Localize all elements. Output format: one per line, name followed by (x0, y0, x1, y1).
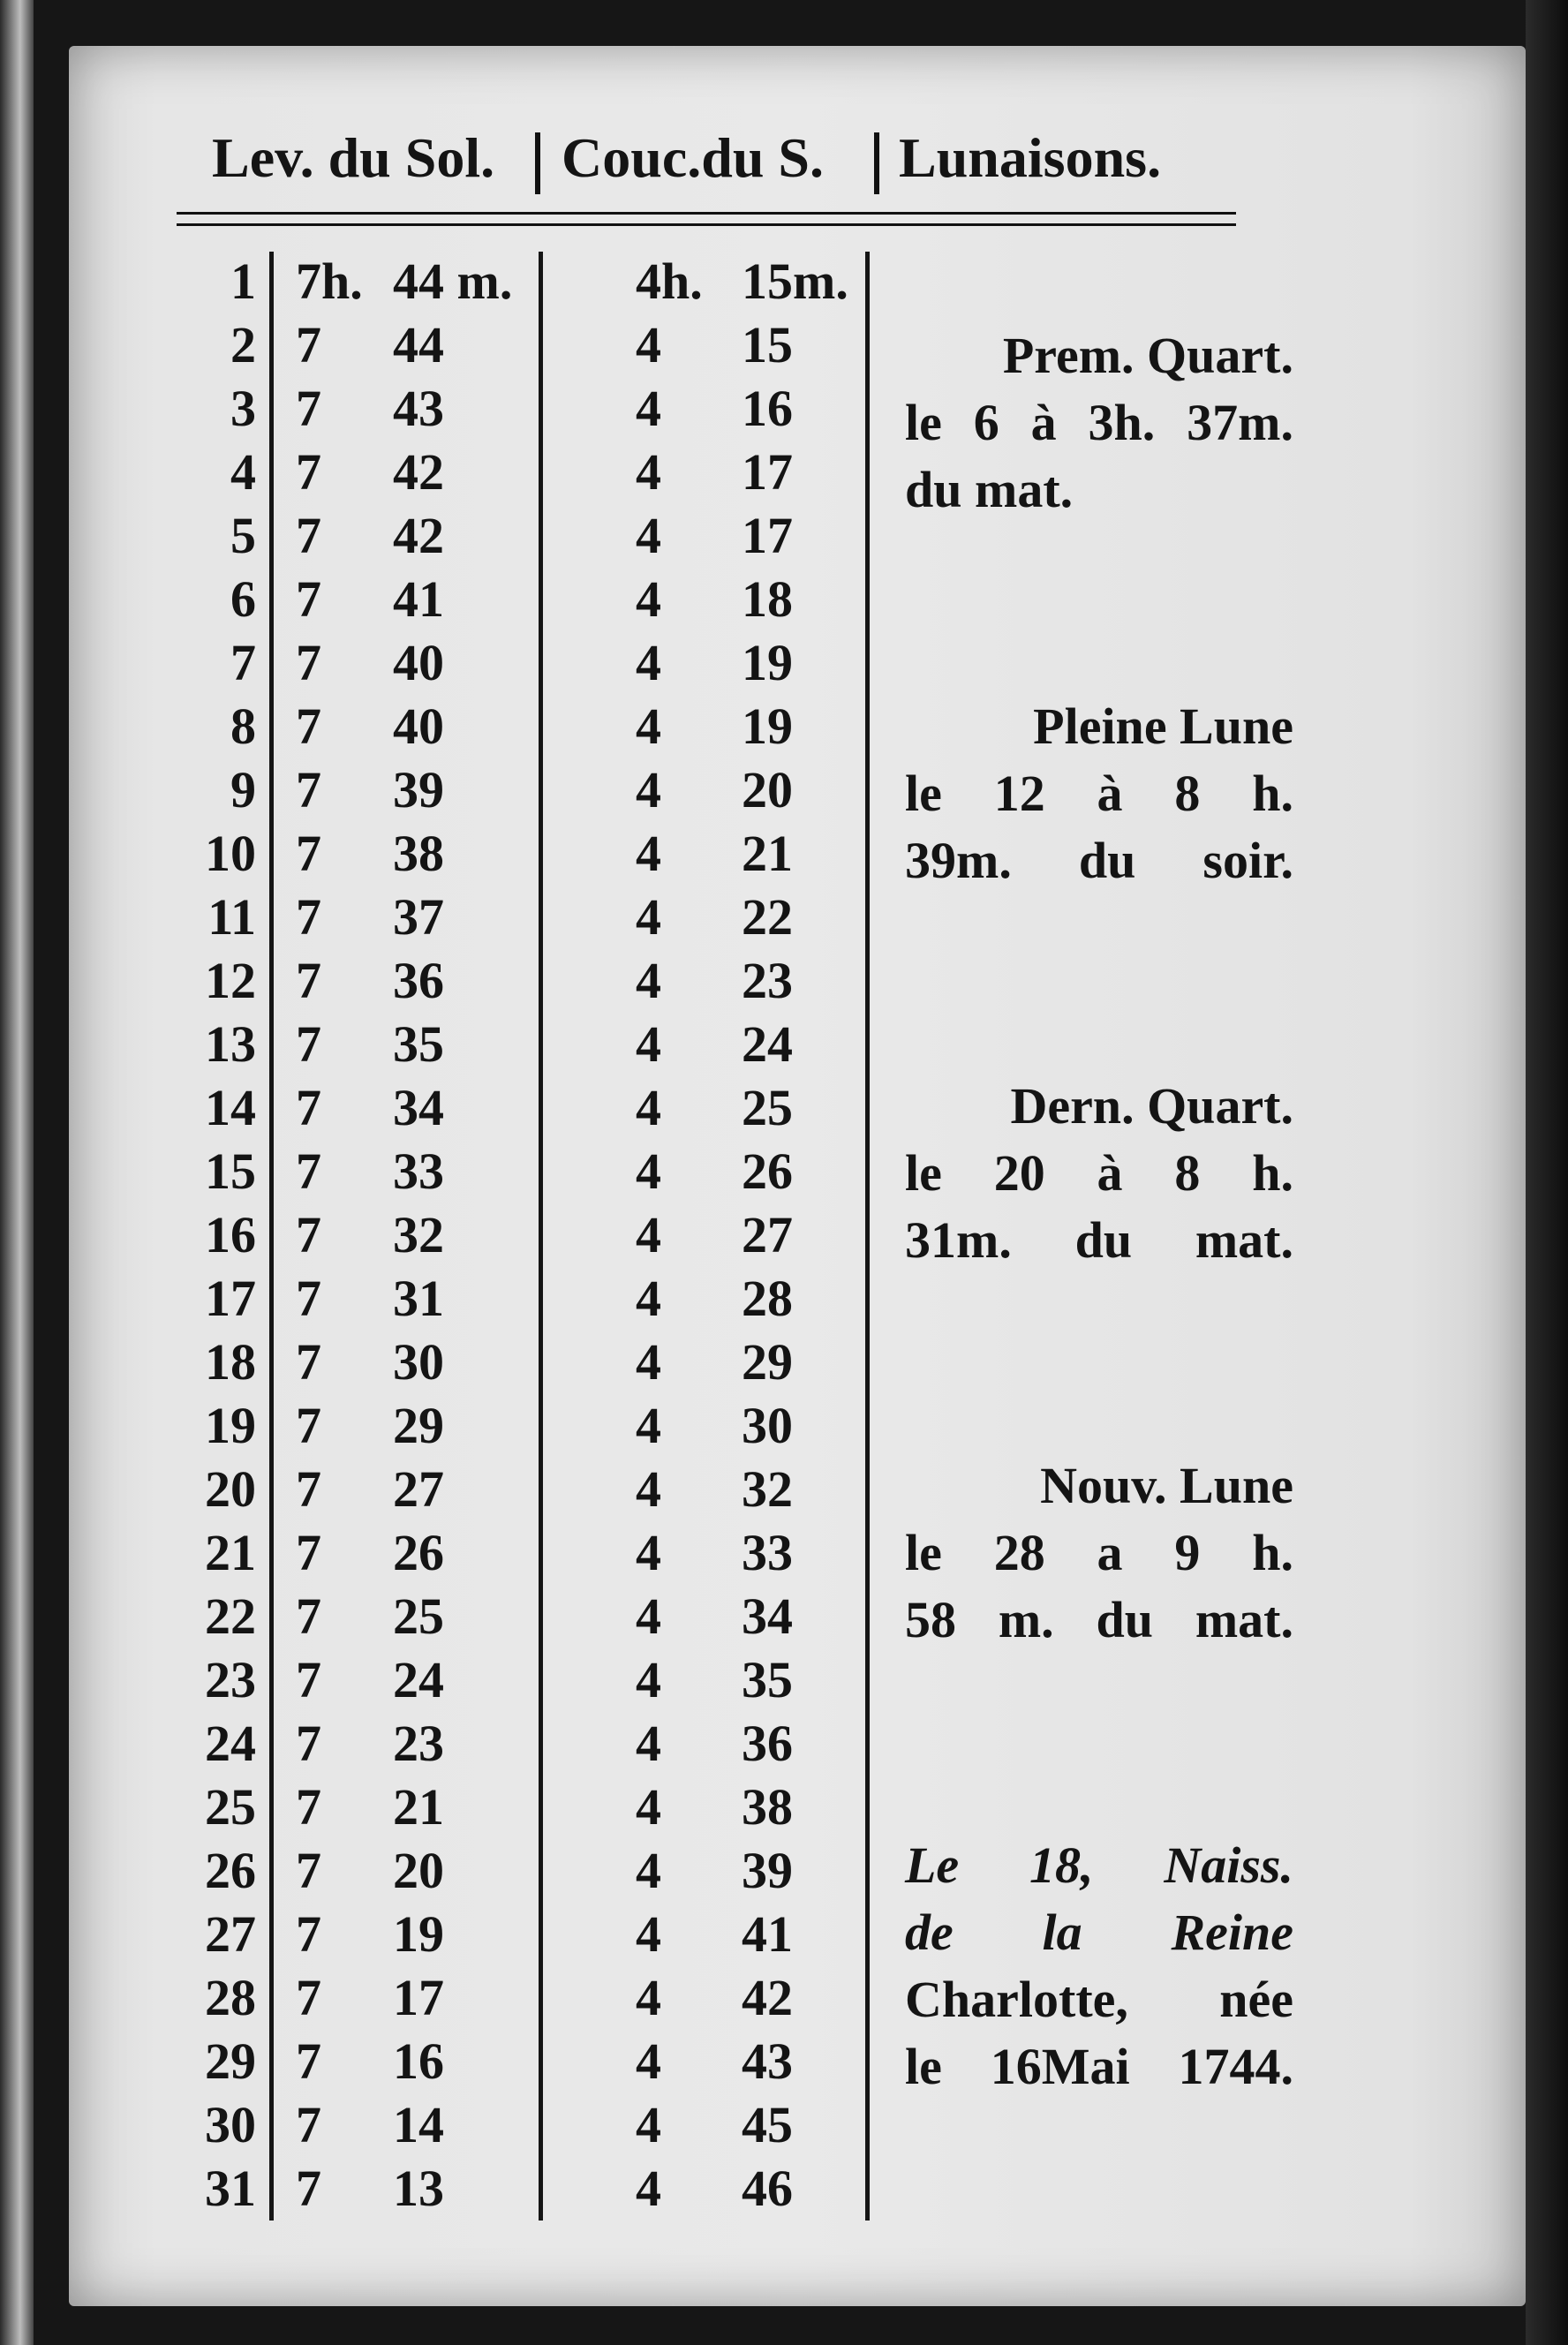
header-separator (874, 132, 879, 194)
sunset-minute: 17 (742, 443, 793, 501)
sunrise-minute: 23 (393, 1715, 444, 1772)
sunset-minute: 28 (742, 1270, 793, 1327)
first-quarter-title: Prem. Quart. (1002, 327, 1293, 384)
sunset-minute: 41 (742, 1905, 793, 1963)
sunset-minute: 20 (742, 761, 793, 818)
sunset-minute: 27 (742, 1206, 793, 1263)
table-row (177, 1396, 883, 1459)
sunset-hour: 4 (636, 1079, 661, 1136)
sunrise-hour: 7 (296, 2160, 321, 2217)
sunrise-minute: 40 (393, 634, 444, 691)
table-row (177, 1841, 883, 1904)
sunrise-minute: 31 (393, 1270, 444, 1327)
sunset-minute: 15m. (742, 253, 848, 310)
day-number: 21 (205, 1524, 256, 1581)
sunrise-minute: 14 (393, 2096, 444, 2153)
sunset-minute: 26 (742, 1142, 793, 1200)
day-number: 10 (205, 825, 256, 882)
sunset-minute: 33 (742, 1524, 793, 1581)
sunrise-minute: 38 (393, 825, 444, 882)
sunrise-minute: 13 (393, 2160, 444, 2217)
table-row (177, 1014, 883, 1078)
sunset-minute: 18 (742, 570, 793, 628)
table-row (177, 2032, 883, 2095)
day-number: 6 (230, 570, 256, 628)
new-moon-date: le 28 a 9 h. (905, 1524, 1293, 1581)
sunrise-hour: 7 (296, 1651, 321, 1708)
sunset-hour: 4 (636, 2032, 661, 2090)
table-row (177, 442, 883, 506)
sunrise-minute: 43 (393, 380, 444, 437)
sunrise-minute: 27 (393, 1460, 444, 1518)
header-separator (535, 132, 540, 194)
sunrise-hour: 7 (296, 316, 321, 373)
sunrise-hour: 7 (296, 1969, 321, 2026)
sunrise-minute: 21 (393, 1778, 444, 1836)
full-moon-date: le 12 à 8 h. (905, 765, 1293, 822)
table-row (177, 252, 883, 315)
sunrise-minute: 16 (393, 2032, 444, 2090)
day-number: 27 (205, 1905, 256, 1963)
sunrise-hour: 7 (296, 952, 321, 1009)
sunrise-minute: 42 (393, 507, 444, 564)
sunrise-minute: 42 (393, 443, 444, 501)
sunrise-hour: 7 (296, 1587, 321, 1645)
sunset-hour: 4 (636, 1587, 661, 1645)
sunrise-hour: 7 (296, 634, 321, 691)
table-row (177, 1269, 883, 1332)
book-edge (1526, 0, 1568, 2345)
first-quarter-entry (905, 322, 1293, 524)
day-number: 30 (205, 2096, 256, 2153)
day-number: 5 (230, 507, 256, 564)
sunset-hour: 4 (636, 1270, 661, 1327)
sunrise-minute: 33 (393, 1142, 444, 1200)
sunrise-hour: 7 (296, 825, 321, 882)
last-quarter-time: 31m. du mat. (905, 1211, 1293, 1269)
sunset-hour: 4 (636, 1905, 661, 1963)
note-line-2: de la Reine (905, 1904, 1293, 1961)
table-row (177, 1587, 883, 1650)
sunrise-hour: 7 (296, 1079, 321, 1136)
sunset-hour: 4 (636, 1969, 661, 2026)
day-number: 11 (207, 888, 256, 946)
table-row (177, 824, 883, 887)
day-number: 24 (205, 1715, 256, 1772)
sunrise-minute: 29 (393, 1397, 444, 1454)
sunset-minute: 39 (742, 1842, 793, 1899)
sunrise-minute: 19 (393, 1905, 444, 1963)
sunrise-minute: 40 (393, 697, 444, 755)
day-number: 7 (230, 634, 256, 691)
table-row (177, 1714, 883, 1777)
day-number: 29 (205, 2032, 256, 2090)
queen-birthday-note (905, 1832, 1293, 2100)
sunset-minute: 15 (742, 316, 793, 373)
table-row (177, 1968, 883, 2032)
sunrise-hour: 7 (296, 1333, 321, 1391)
sunset-minute: 32 (742, 1460, 793, 1518)
sunset-hour: 4 (636, 1460, 661, 1518)
sunrise-minute: 41 (393, 570, 444, 628)
day-number: 9 (230, 761, 256, 818)
table-row (177, 633, 883, 697)
sunset-minute: 24 (742, 1015, 793, 1073)
sunrise-minute: 17 (393, 1969, 444, 2026)
sunset-hour: 4 (636, 634, 661, 691)
sunset-minute: 16 (742, 380, 793, 437)
sunset-hour: 4 (636, 1397, 661, 1454)
table-row (177, 1777, 883, 1841)
sunrise-hour: 7 (296, 1778, 321, 1836)
sunset-hour: 4 (636, 1842, 661, 1899)
day-number: 14 (205, 1079, 256, 1136)
table-row (177, 1205, 883, 1269)
table-header (177, 125, 1236, 196)
sunset-hour: 4 (636, 507, 661, 564)
sunset-hour: 4 (636, 1015, 661, 1073)
sunset-hour: 4 (636, 952, 661, 1009)
sunrise-minute: 39 (393, 761, 444, 818)
sunset-minute: 21 (742, 825, 793, 882)
sunset-hour: 4 (636, 1142, 661, 1200)
table-row (177, 379, 883, 442)
sunset-hour: 4 (636, 888, 661, 946)
table-row (177, 1904, 883, 1968)
sunrise-hour: 7 (296, 1715, 321, 1772)
sunset-minute: 36 (742, 1715, 793, 1772)
day-number: 2 (230, 316, 256, 373)
table-row (177, 887, 883, 951)
sunset-minute: 43 (742, 2032, 793, 2090)
table-row (177, 1459, 883, 1523)
sunset-minute: 38 (742, 1778, 793, 1836)
first-quarter-time: du mat. (905, 461, 1074, 518)
table-row (177, 1332, 883, 1396)
first-quarter-date: le 6 à 3h. 37m. (905, 394, 1293, 451)
sunrise-hour: 7 (296, 1524, 321, 1581)
sunrise-hour: 7 (296, 1397, 321, 1454)
note-line-1: Le 18, Naiss. (905, 1836, 1293, 1894)
sunrise-minute: 44 m. (393, 253, 513, 310)
sunrise-hour: 7 (296, 1460, 321, 1518)
sunrise-hour: 7 (296, 1015, 321, 1073)
table-row (177, 951, 883, 1014)
sunset-minute: 17 (742, 507, 793, 564)
table-row (177, 2159, 883, 2222)
sunrise-hour: 7 (296, 761, 321, 818)
sunset-minute: 34 (742, 1587, 793, 1645)
header-lunations: Lunaisons. (899, 126, 1162, 189)
sunrise-minute: 34 (393, 1079, 444, 1136)
sunrise-minute: 20 (393, 1842, 444, 1899)
sunset-minute: 19 (742, 634, 793, 691)
sunrise-minute: 35 (393, 1015, 444, 1073)
sunset-minute: 23 (742, 952, 793, 1009)
new-moon-time: 58 m. du mat. (905, 1591, 1293, 1648)
day-number: 13 (205, 1015, 256, 1073)
day-number: 28 (205, 1969, 256, 2026)
day-number: 26 (205, 1842, 256, 1899)
sunset-minute: 46 (742, 2160, 793, 2217)
header-sunset: Couc.du S. (562, 126, 824, 189)
full-moon-time: 39m. du soir. (905, 832, 1293, 889)
sunset-hour: 4 (636, 1651, 661, 1708)
sunset-hour: 4h. (636, 253, 703, 310)
last-quarter-date: le 20 à 8 h. (905, 1144, 1293, 1202)
sunset-minute: 30 (742, 1397, 793, 1454)
sunset-hour: 4 (636, 380, 661, 437)
day-number: 3 (230, 380, 256, 437)
day-number: 8 (230, 697, 256, 755)
table-row (177, 1523, 883, 1587)
table-row (177, 760, 883, 824)
sunrise-minute: 25 (393, 1587, 444, 1645)
sunrise-minute: 44 (393, 316, 444, 373)
sunset-hour: 4 (636, 1715, 661, 1772)
sunset-minute: 42 (742, 1969, 793, 2026)
sunset-hour: 4 (636, 761, 661, 818)
sunset-hour: 4 (636, 825, 661, 882)
sunset-hour: 4 (636, 2160, 661, 2217)
day-number: 4 (230, 443, 256, 501)
sunrise-hour: 7 (296, 888, 321, 946)
last-quarter-title: Dern. Quart. (1010, 1077, 1293, 1135)
day-number: 23 (205, 1651, 256, 1708)
new-moon-title: Nouv. Lune (1040, 1457, 1293, 1514)
table-row (177, 1078, 883, 1142)
sunset-hour: 4 (636, 1524, 661, 1581)
day-number: 20 (205, 1460, 256, 1518)
sunrise-hour: 7 (296, 443, 321, 501)
lunations-column (905, 252, 1293, 2238)
day-number: 18 (205, 1333, 256, 1391)
table-row (177, 506, 883, 569)
table-row (177, 2095, 883, 2159)
sunrise-hour: 7 (296, 1206, 321, 1263)
sunset-minute: 29 (742, 1333, 793, 1391)
sunset-minute: 25 (742, 1079, 793, 1136)
sunset-hour: 4 (636, 1778, 661, 1836)
day-number: 19 (205, 1397, 256, 1454)
sunset-hour: 4 (636, 2096, 661, 2153)
new-moon-entry (905, 1452, 1293, 1654)
sunrise-hour: 7 (296, 380, 321, 437)
day-number: 25 (205, 1778, 256, 1836)
day-number: 12 (205, 952, 256, 1009)
sunset-hour: 4 (636, 570, 661, 628)
sunset-minute: 35 (742, 1651, 793, 1708)
day-number: 16 (205, 1206, 256, 1263)
last-quarter-entry (905, 1073, 1293, 1274)
sunrise-hour: 7 (296, 2096, 321, 2153)
binding-edge (0, 0, 34, 2345)
sunset-minute: 19 (742, 697, 793, 755)
sunrise-minute: 26 (393, 1524, 444, 1581)
day-number: 15 (205, 1142, 256, 1200)
sunset-hour: 4 (636, 443, 661, 501)
sunrise-hour: 7 (296, 507, 321, 564)
note-line-3: Charlotte, née (905, 1971, 1293, 2028)
sunrise-minute: 32 (393, 1206, 444, 1263)
sunset-hour: 4 (636, 316, 661, 373)
sunrise-minute: 30 (393, 1333, 444, 1391)
sunrise-hour: 7 (296, 697, 321, 755)
header-rule (177, 212, 1236, 226)
note-line-4: le 16Mai 1744. (905, 2038, 1293, 2095)
sunrise-hour: 7 (296, 2032, 321, 2090)
table-row (177, 1650, 883, 1714)
sunrise-hour: 7h. (296, 253, 363, 310)
sunrise-minute: 36 (393, 952, 444, 1009)
sunset-hour: 4 (636, 1206, 661, 1263)
sunset-hour: 4 (636, 697, 661, 755)
sunrise-hour: 7 (296, 1905, 321, 1963)
sunrise-minute: 24 (393, 1651, 444, 1708)
day-number: 17 (205, 1270, 256, 1327)
sunset-hour: 4 (636, 1333, 661, 1391)
day-number: 31 (205, 2160, 256, 2217)
header-sunrise: Lev. du Sol. (212, 126, 495, 189)
sunrise-hour: 7 (296, 570, 321, 628)
sunrise-hour: 7 (296, 1842, 321, 1899)
sunset-minute: 45 (742, 2096, 793, 2153)
full-moon-entry (905, 693, 1293, 894)
sunrise-hour: 7 (296, 1270, 321, 1327)
sunrise-minute: 37 (393, 888, 444, 946)
table-row (177, 1142, 883, 1205)
sunset-minute: 22 (742, 888, 793, 946)
table-row (177, 315, 883, 379)
full-moon-title: Pleine Lune (1033, 697, 1293, 755)
day-number: 1 (230, 253, 256, 310)
sunrise-hour: 7 (296, 1142, 321, 1200)
table-row (177, 697, 883, 760)
table-row (177, 569, 883, 633)
day-number: 22 (205, 1587, 256, 1645)
